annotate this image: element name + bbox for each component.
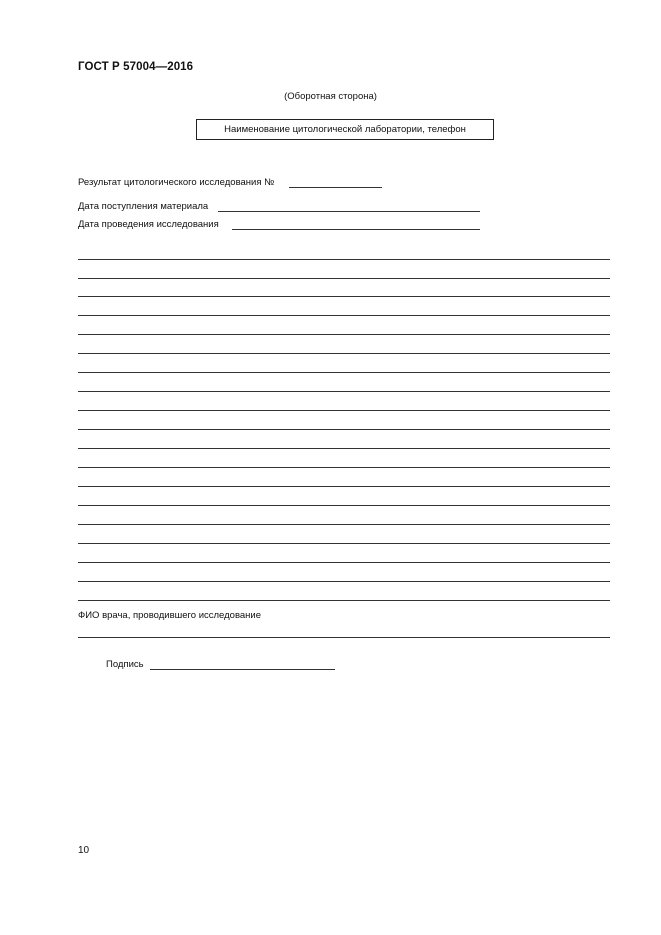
result-line[interactable] [78, 562, 610, 563]
result-line[interactable] [78, 505, 610, 506]
lab-name-box: Наименование цитологической лаборатории, телефон [196, 119, 494, 140]
side-label: (Оборотная сторона) [284, 91, 377, 102]
result-line[interactable] [78, 410, 610, 411]
result-line[interactable] [78, 278, 610, 279]
result-line[interactable] [78, 391, 610, 392]
result-number-field[interactable] [289, 187, 382, 188]
signature-label: Подпись [106, 659, 144, 670]
doctor-name-field[interactable] [78, 637, 610, 638]
result-line[interactable] [78, 372, 610, 373]
result-line[interactable] [78, 296, 610, 297]
received-date-field[interactable] [218, 211, 480, 212]
result-number-label: Результат цитологического исследования № [78, 177, 275, 188]
result-line[interactable] [78, 524, 610, 525]
received-date-label: Дата поступления материала [78, 201, 209, 212]
result-line[interactable] [78, 600, 610, 601]
standard-number: ГОСТ Р 57004—2016 [78, 61, 194, 73]
conducted-date-field[interactable] [232, 229, 480, 230]
result-line[interactable] [78, 353, 610, 354]
doctor-name-label: ФИО врача, проводившего исследование [78, 610, 262, 621]
conducted-date-label: Дата проведения исследования [78, 219, 219, 230]
result-line[interactable] [78, 467, 610, 468]
page-number: 10 [78, 845, 90, 856]
result-line[interactable] [78, 543, 610, 544]
result-line[interactable] [78, 581, 610, 582]
result-line[interactable] [78, 486, 610, 487]
result-line[interactable] [78, 429, 610, 430]
result-line[interactable] [78, 334, 610, 335]
result-line[interactable] [78, 259, 610, 260]
result-line[interactable] [78, 448, 610, 449]
signature-field[interactable] [150, 669, 335, 670]
result-line[interactable] [78, 315, 610, 316]
